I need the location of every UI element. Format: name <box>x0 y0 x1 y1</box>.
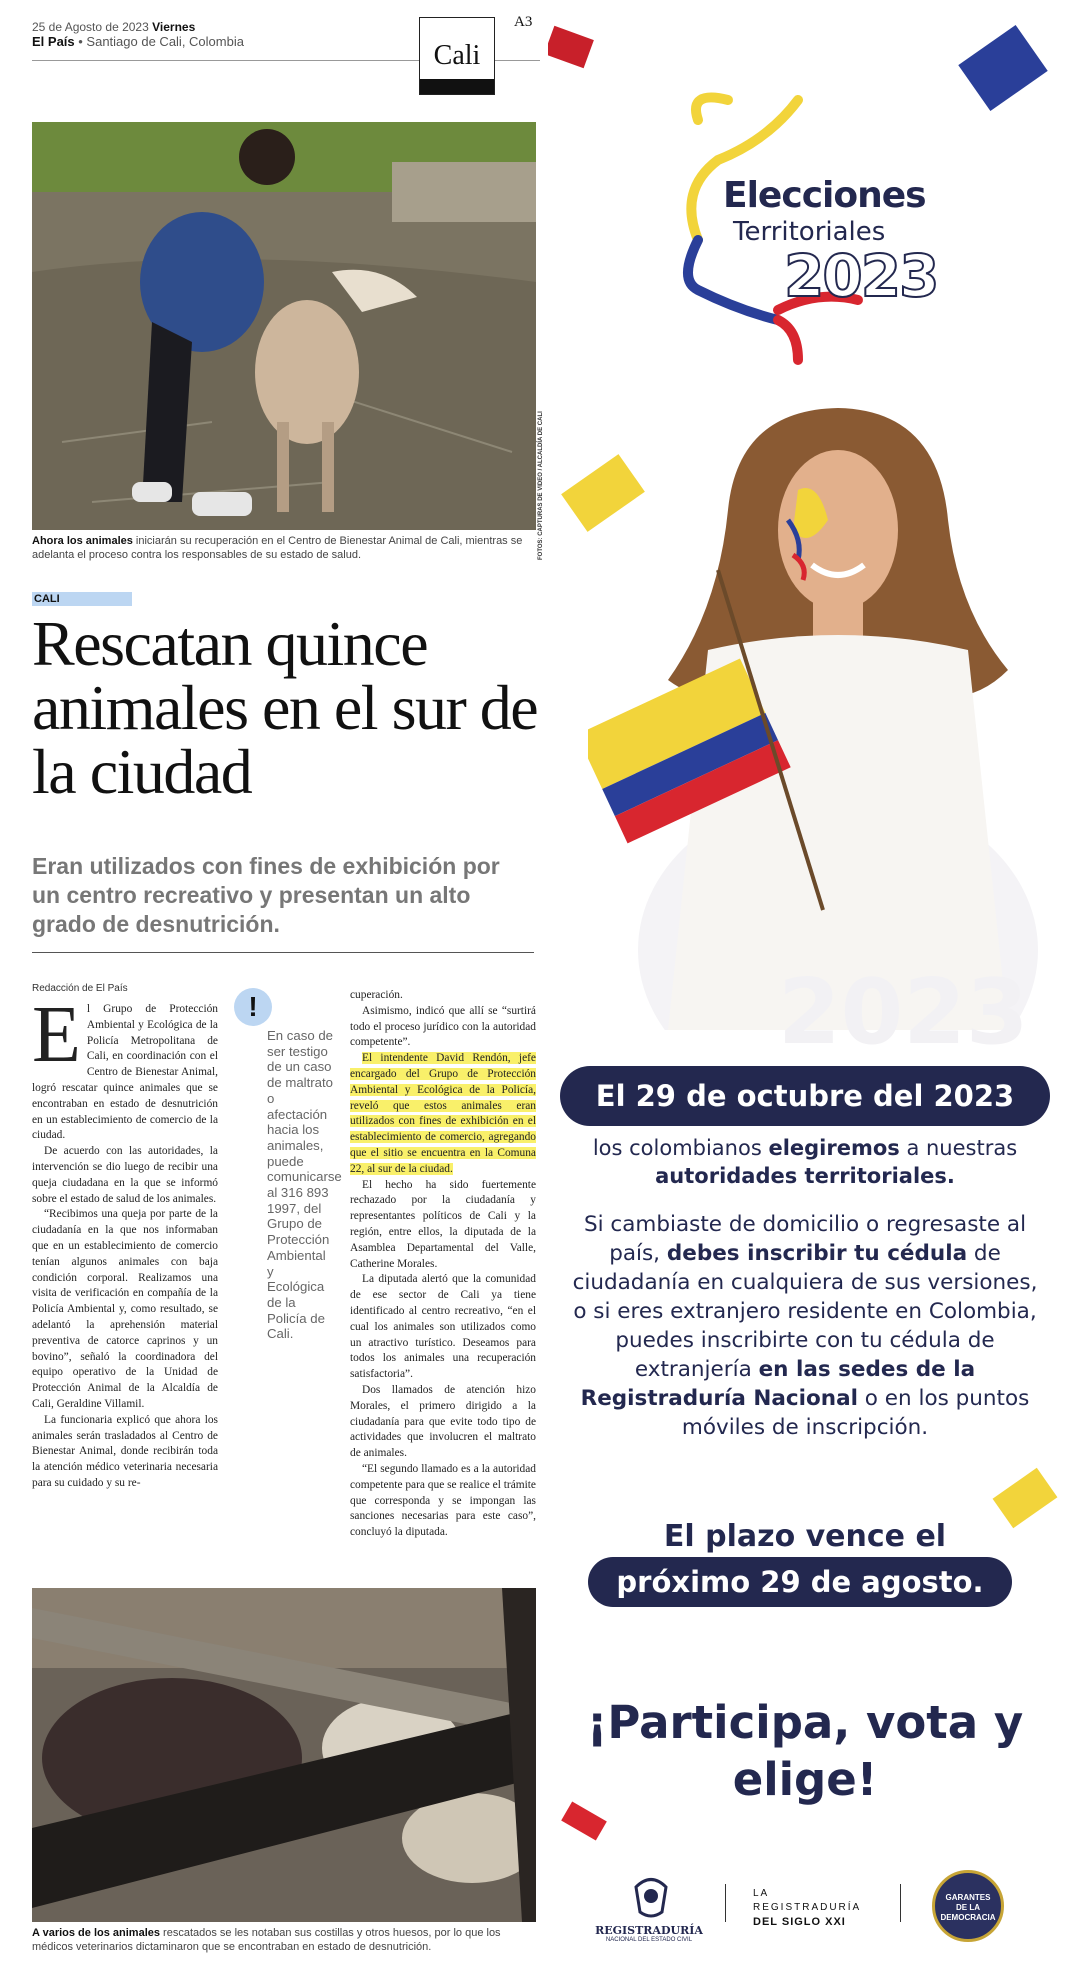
text-run-bold: en las sedes de la Registraduría Nacional <box>580 1357 976 1411</box>
section-name: Cali <box>433 40 481 71</box>
issue-date <box>32 20 195 34</box>
paragraph: Asimismo, indicó que allí se “surtirá todo el proceso jurídico con la autoridad competente”. <box>350 1004 536 1049</box>
drop-cap: E <box>32 991 81 1079</box>
paragraph: “El segundo llamado es a la autoridad competente para que se realice el trámite que corresponda y se impongan las sanciones necesarias para este caso”, concluyó la diputada. <box>350 1462 536 1539</box>
text-run-bold: elegiremos <box>768 1136 900 1160</box>
text-run-bold: debes inscribir tu cédula <box>666 1241 968 1266</box>
date-text: 25 de Agosto de 2023 <box>32 20 149 34</box>
sidebar-note: En caso de ser testigo de un caso de maltrato o afectación hacia los animales, puede comunicarse al 316 893 1997, del Grupo de Protección Ambiental y Ecológica de la Policía de Cali. <box>267 1028 342 1342</box>
text-run: de ciudadanía en cualquiera de sus versiones, o si eres extranjero residente en Colombia, puedes inscribirte con tu cédula de extranjería <box>572 1241 1038 1382</box>
deck-rule <box>32 952 534 953</box>
registraduria-slogan <box>753 1887 862 1930</box>
watermark-year: 2023 <box>778 960 1029 1065</box>
page-number: A3 <box>514 14 533 30</box>
publication-name: El País <box>32 34 75 49</box>
coat-of-arms-icon <box>626 1872 676 1922</box>
alert-glyph: ! <box>248 991 258 1022</box>
text-run-bold: autoridades territoriales. <box>655 1164 955 1188</box>
caption-text: iniciarán su recuperación en el Centro de Bienestar Animal de Cali, mientras se adelanta el proceso contra los responsables de su estado de salud. <box>32 535 523 561</box>
logo-subtitle: Territoriales <box>733 217 886 247</box>
photo-woman-goat <box>32 122 536 530</box>
ad-intro-text <box>568 1134 1042 1190</box>
paragraph: De acuerdo con las autoridades, la intervención se dio luego de recibir una queja ciudadana en la que se informó sobre el estado de salud de los animales. <box>32 1145 218 1205</box>
section-bar <box>420 79 494 94</box>
photo-caption-top <box>32 534 532 562</box>
logo-year: 2023 <box>784 242 938 310</box>
election-date-pill: El 29 de octubre del 2023 <box>560 1066 1050 1126</box>
photo-illustration <box>588 390 1048 1030</box>
photo-credit-text: FOTOS: CAPTURAS DE VIDEO / ALCALDÍA DE CALI <box>538 411 544 560</box>
deadline-heading: El plazo vence el <box>663 1519 947 1554</box>
photo-illustration <box>32 122 536 530</box>
slogan-line: LA REGISTRADURÍA <box>753 1888 862 1913</box>
paragraph: Dos llamados de atención hizo Morales, el primero dirigido a la ciudadanía para que evite todo tipo de actividades que involucren el maltrato de animales. <box>350 1383 536 1460</box>
paragraph: El hecho ha sido fuertemente rechazado por la ciudadanía y representantes políticos de Cali y la región, entre ellos, la diputada de la Asamblea Departamental del Valle, Catherine Morales. <box>350 1178 536 1270</box>
publication-line: El País • Santiago de Cali, Colombia <box>32 34 244 49</box>
publication-location: Santiago de Cali, Colombia <box>86 34 244 49</box>
text-run: los colombianos <box>592 1136 769 1160</box>
kicker-label: CALI <box>32 592 132 606</box>
caption-lead: A varios de los animales <box>32 1927 160 1939</box>
highlighted-text: El intendente David Rendón, jefe encargado del Grupo de Protección Ambiental y Ecológica de la Policía, reveló que estos animales eran utilizados con fines de exhibición en el establecimiento de comercio, agregando que el sitio se encuentra en la Comuna 22, al sur de la ciudad. <box>350 1052 536 1175</box>
caption-lead: Ahora los animales <box>32 535 133 547</box>
ad-footer-logos <box>548 1862 1080 1962</box>
byline: Redacción de El País <box>32 983 128 994</box>
deadline-pill: próximo 29 de agosto. <box>588 1557 1012 1607</box>
badge-line: DE LA <box>956 1903 980 1912</box>
registraduria-name: REGISTRADURÍA <box>595 1924 703 1937</box>
elections-logo <box>658 80 968 370</box>
text-run: a nuestras <box>899 1136 1018 1160</box>
footer-divider <box>900 1884 901 1922</box>
paragraph-highlighted <box>350 1051 536 1177</box>
photo-caption-bottom <box>32 1926 536 1954</box>
photo-credit <box>538 411 548 560</box>
logo-title: Elecciones <box>723 175 926 216</box>
caption-text: rescatados se les notaban sus costillas y otros huesos, por lo que los médicos veterinarios dictaminaron que se encontraban en estado de desnutrición. <box>32 1927 501 1953</box>
badge-line: DEMOCRACIA <box>940 1913 996 1922</box>
badge-line: GARANTES <box>945 1893 991 1902</box>
slogan-line-bold: DEL SIGLO XXI <box>753 1916 846 1928</box>
paragraph <box>32 991 218 1144</box>
paragraph-text: l Grupo de Protección Ambiental y Ecológica de la Policía Metropolitana de Cali, en coordinación con el Centro de Bienestar Animal, logró rescatar quince animales que se encontraban en estado de desnutrición en un establecimiento de comercio de la ciudad. <box>32 1003 218 1142</box>
article-headline: Rescatan quince animales en el sur de la ciudad <box>32 608 538 807</box>
article-column-3 <box>350 988 536 1541</box>
alert-icon <box>234 988 272 1026</box>
photo-animals-fence <box>32 1588 536 1922</box>
election-ad <box>548 0 1080 1981</box>
weekday-text: Viernes <box>152 20 196 34</box>
text-run: o en los puntos móviles de inscripción. <box>681 1386 1030 1440</box>
woman-with-flag-photo <box>588 390 1048 1030</box>
article-column-1 <box>32 991 218 1492</box>
text-run: Si cambiaste de domicilio o regresaste al país, <box>583 1212 1027 1266</box>
footer-divider <box>725 1884 726 1922</box>
article-deck: Eran utilizados con fines de exhibición por un centro recreativo y presentan un alto grado de desnutrición. <box>32 853 500 937</box>
paragraph: cuperación. <box>350 989 403 1001</box>
photo-illustration <box>32 1588 536 1922</box>
section-tab <box>419 17 495 95</box>
paragraph: “Recibimos una queja por parte de la ciudadanía en la que nos informaban que en un establecimiento de comercio tenían algunos animales con baja condición corporal. Realizamos una visita de verificación en compañía de la Policía Ambiental y, como resultado, se adelantó la aprehensión material preventiva de catorce caprinos y un bovino”, señaló la coordinadora del equipo operativo de la Unidad de Protección Animal de la Alcaldía de Cali, Geraldine Villamil. <box>32 1208 218 1410</box>
ad-instructions-text <box>566 1210 1044 1442</box>
paragraph: La diputada alertó que la comunidad de ese sector de Cali ya tiene identificado al centro recreativo, “en el cual los animales son utilizados como un atractivo turístico. Deseamos para todos los animales una recuperación satisfactoria”. <box>350 1273 536 1381</box>
registraduria-subtitle: NACIONAL DEL ESTADO CIVIL <box>605 1937 693 1943</box>
paragraph: La funcionaria explicó que ahora los animales serán trasladados al Centro de Bienestar Animal, donde recibirán toda la atención médico veterinaria necesaria para su cuidado y su re- <box>32 1413 218 1489</box>
call-to-action: ¡Participa, vota y elige! <box>586 1696 1024 1806</box>
garantes-badge <box>932 1870 1004 1942</box>
